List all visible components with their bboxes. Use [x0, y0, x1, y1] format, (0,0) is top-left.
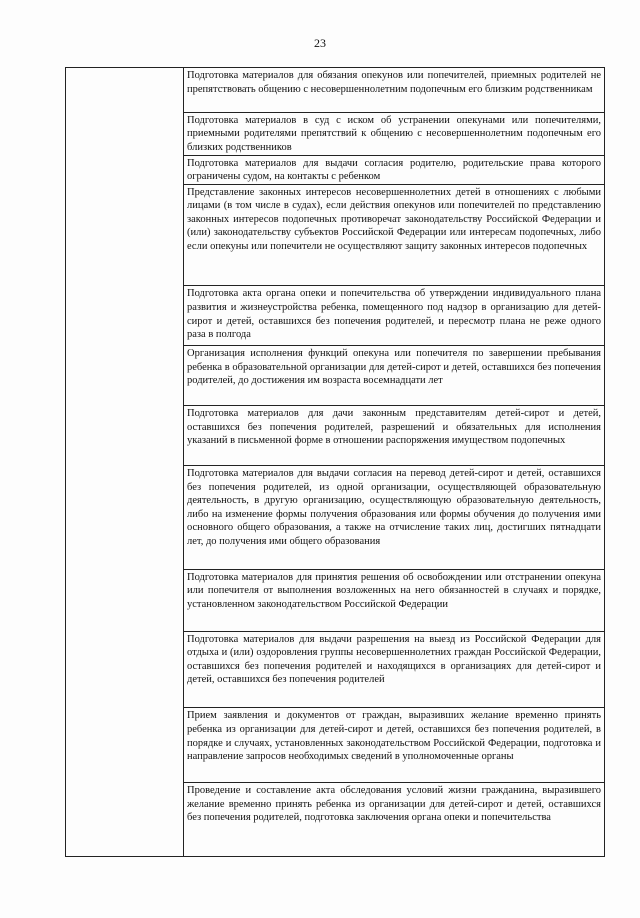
page-number: 23	[314, 36, 326, 50]
table-row: Организация исполнения функций опекуна или попечителя по завершении пребывания ребенка в образовательной организации для детей-сирот и детей, оставшихся без попечения родителей, до достижения им возраста восемнадцати лет	[184, 346, 604, 406]
table-row: Подготовка материалов для обязания опекунов или попечителей, приемных родителей не препятствовать общению с несовершеннолетним подопечным его близким родственникам	[184, 68, 604, 113]
table-row: Подготовка материалов для выдачи согласия на перевод детей-сирот и детей, оставшихся без попечения родителей, из одной организации, осуществляющей образовательную деятельность, в другую организацию, осуществляющую образовательную деятельность, либо на изменение формы получения образования или формы обучения до получения ими основного общего образования, а также на отчисление таких лиц, достигших пятнадцати лет, до получения ими общего образования	[184, 466, 604, 570]
table-row: Прием заявления и документов от граждан, выразивших желание временно принять ребенка из организации для детей-сирот и детей, оставшихся без попечения родителей, в порядке и случаях, установленных законодательством Российской Федерации, подготовка и направление запросов необходимых сведений в уполномоченные органы	[184, 708, 604, 783]
table-row: Подготовка материалов в суд с иском об устранении опекунами или попечителями, приемными родителями препятствий к общению с несовершеннолетним подопечным его близких родственников	[184, 113, 604, 156]
table-right-column	[184, 68, 604, 856]
table-left-column	[66, 68, 184, 856]
table-row: Подготовка материалов для выдачи разрешения на выезд из Российской Федерации для отдыха и (или) оздоровления группы несовершеннолетних граждан Российской Федерации, оставшихся без попечения родителей и находящихся в организациях для детей-сирот и детей, оставшихся без попечения родителей	[184, 632, 604, 709]
duties-table	[65, 67, 605, 857]
table-row: Проведение и составление акта обследования условий жизни гражданина, выразившего желание временно принять ребенка из организации для детей-сирот и детей, оставшихся без попечения родителей, подготовка заключения органа опеки и попечительства	[187, 785, 601, 824]
table-row: Подготовка материалов для дачи законным представителям детей-сирот и детей, оставшихся без попечения родителей, разрешений и обязательных для исполнения указаний в письменной форме в отношении распоряжения имуществом подопечных	[184, 406, 604, 466]
table-row: Подготовка материалов для принятия решения об освобождении или отстранении опекуна или попечителя от выполнения возложенных на него обязанностей в случаях и порядке, установленном законодательством Российской Федерации	[184, 570, 604, 632]
table-row: Подготовка материалов для выдачи согласия родителю, родительские права которого ограничены судом, на контакты с ребенком	[184, 156, 604, 185]
table-row: Представление законных интересов несовершеннолетних детей в отношениях с любыми лицами (в том числе в судах), если действия опекунов или попечителей по представлению законных интересов подопечных противоречат законодательству Российской Федерации и (или) законодательству субъектов Российской Федерации или интересам подопечных, либо если опекуны или попечители не осуществляют защиту законных интересов подопечных	[184, 185, 604, 287]
table-row: Подготовка акта органа опеки и попечительства об утверждении индивидуального плана развития и жизнеустройства ребенка, помещенного под надзор в организацию для детей-сирот и детей, оставшихся без попечения родителей, и пересмотр плана не реже одного раза в полгода	[184, 286, 604, 346]
